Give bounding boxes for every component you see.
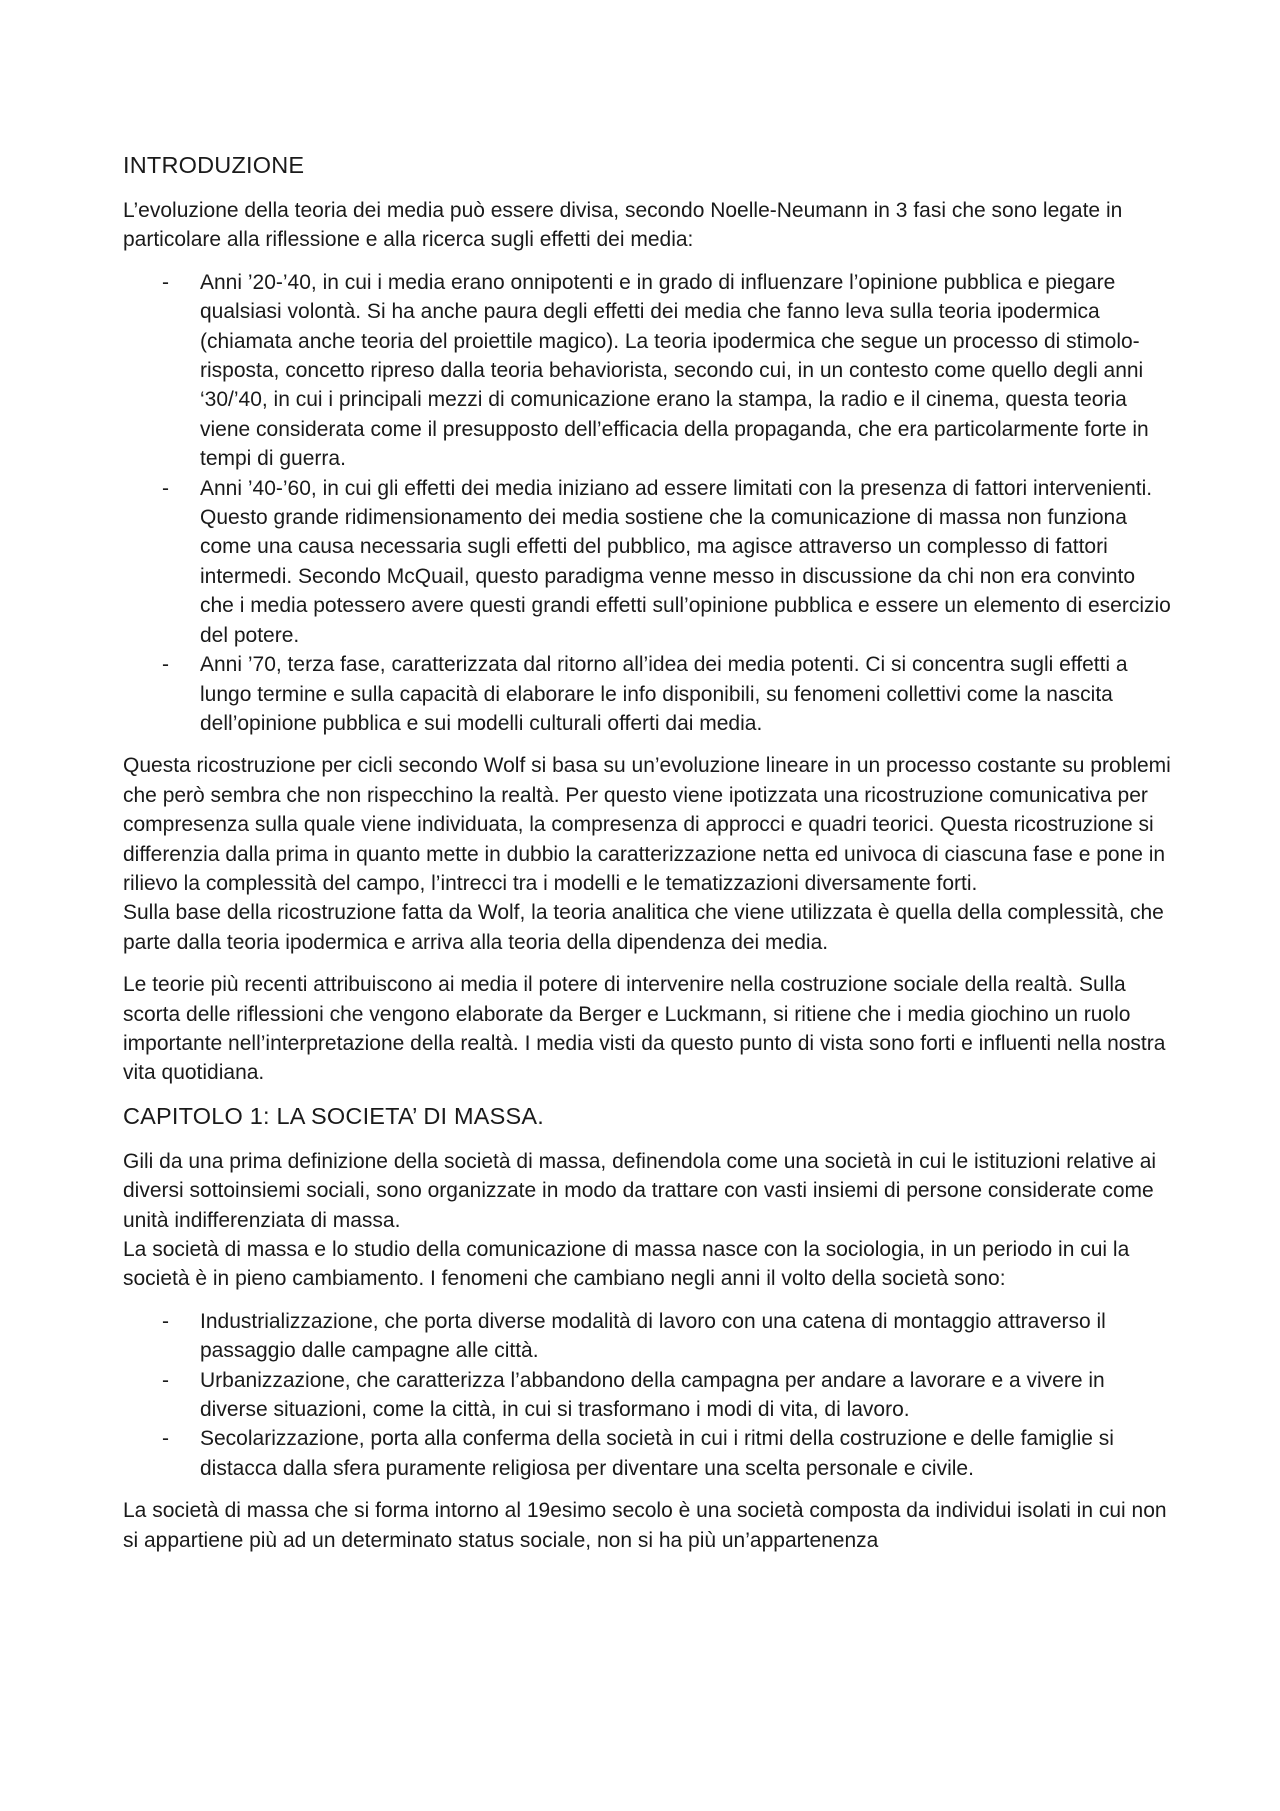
paragraph: La società di massa che si forma intorno al 19esimo secolo è una società composta da individui isolati in cui non si appartiene più ad un determinato status sociale, non si ha più un’appartenenza — [123, 1499, 1167, 1552]
paragraph: Questa ricostruzione per cicli secondo Wolf si basa su un’evoluzione lineare in un processo costante su problemi che però sembra che non rispecchino la realtà. Per questo viene ipotizzata una ricostruzione comunicativa per compresenza sulla quale viene individuata, la compresenza di approcci e quadri teorici. Questa ricostruzione si differenzia dalla prima in quanto mette in dubbio la caratterizzazione netta ed univoca di ciascuna fase e pone in rilievo la complessità del campo, l’intrecci tra i modelli e le tematizzazioni diversamente forti. — [123, 754, 1171, 895]
list-item — [123, 268, 1173, 474]
bullet-list-phases — [123, 268, 1173, 739]
document-page — [123, 150, 1173, 1568]
list-item-text: Anni ’40-’60, in cui gli effetti dei media iniziano ad essere limitati con la presenza di fattori intervenienti. Questo grande ridimensionamento dei media sostiene che la comunicazione di massa non funziona come una causa necessaria sugli effetti del pubblico, ma agisce attraverso un complesso di fattori intermedi. Secondo McQuail, questo paradigma venne messo in discussione da chi non era convinto che i media potessero avere questi grandi effetti sull’opinione pubblica e essere un elemento di esercizio del potere. — [200, 476, 1171, 647]
list-dash: - — [162, 476, 169, 500]
list-item-text: Industrializzazione, che porta diverse modalità di lavoro con una catena di montaggio attraverso il passaggio dalle campagne alle città. — [200, 1309, 1106, 1363]
list-item-text: Anni ’70, terza fase, caratterizzata dal ritorno all’idea dei media potenti. Ci si concentra sugli effetti a lungo termine e sulla capacità di elaborare le info disponibili, su fenomeni collettivi come la nascita dell’opinione pubblica e sui modelli culturali offerti dai media. — [200, 653, 1128, 735]
paragraph: Sulla base della ricostruzione fatta da Wolf, la teoria analitica che viene utilizzata è quella della complessità, che parte dalla teoria ipodermica e arriva alla teoria della dipendenza dei media. — [123, 901, 1164, 954]
list-item — [123, 474, 1173, 650]
paragraph: Le teorie più recenti attribuiscono ai media il potere di intervenire nella costruzione sociale della realtà. Sulla scorta delle riflessioni che vengono elaborate da Berger e Luckmann, si ritiene che i media giochino un ruolo importante nell’interpretazione della realtà. I media visti da questo punto di vista sono forti e influenti nella nostra vita quotidiana. — [123, 973, 1166, 1085]
section-title-capitolo-1: CAPITOLO 1: LA SOCIETA’ DI MASSA. — [123, 1102, 545, 1129]
list-dash: - — [162, 653, 169, 677]
list-item — [123, 1307, 1173, 1366]
list-item-text: Urbanizzazione, che caratterizza l’abbandono della campagna per andare a lavorare e a vivere in diverse situazioni, come la città, in cui si trasformano i modi di vita, di lavoro. — [200, 1368, 1105, 1422]
list-dash: - — [162, 1309, 169, 1333]
list-item — [123, 650, 1173, 738]
list-item-text: Anni ’20-’40, in cui i media erano onnipotenti e in grado di influenzare l’opinione pubblica e piegare qualsiasi volontà. Si ha anche paura degli effetti dei media che fanno leva sulla teoria ipodermica (chiamata anche teoria del proiettile magico). La teoria ipodermica che segue un processo di stimolo-risposta, concetto ripreso dalla teoria behaviorista, secondo cui, in un contesto come quello degli anni ‘30/’40, in cui i principali mezzi di comunicazione erano la stampa, la radio e il cinema, questa teoria viene considerata come il presupposto dell’efficacia della propaganda, che era particolarmente forte in tempi di guerra. — [200, 270, 1149, 471]
list-dash: - — [162, 270, 169, 294]
bullet-list-phenomena — [123, 1307, 1173, 1483]
list-item — [123, 1424, 1173, 1483]
list-item-text: Secolarizzazione, porta alla conferma della società in cui i ritmi della costruzione e delle famiglie si distacca dalla sfera puramente religiosa per diventare una scelta personale e civile. — [200, 1427, 1114, 1480]
paragraph: Gili da una prima definizione della società di massa, definendola come una società in cui le istituzioni relative ai diversi sottoinsiemi sociali, sono organizzate in modo da trattare con vasti insiemi di persone considerate come unità indifferenziata di massa. — [123, 1149, 1157, 1232]
list-dash: - — [162, 1368, 169, 1392]
list-dash: - — [162, 1427, 169, 1451]
paragraph: La società di massa e lo studio della comunicazione di massa nasce con la sociologia, in un periodo in cui la società è in pieno cambiamento. I fenomeni che cambiano negli anni il volto della società sono: — [123, 1238, 1130, 1291]
section-title-introduzione: INTRODUZIONE — [123, 152, 305, 178]
paragraph: L’evoluzione della teoria dei media può essere divisa, secondo Noelle-Neumann in 3 fasi che sono legate in particolare alla riflessione e alla ricerca sugli effetti dei media: — [123, 199, 1123, 252]
list-item — [123, 1366, 1173, 1425]
